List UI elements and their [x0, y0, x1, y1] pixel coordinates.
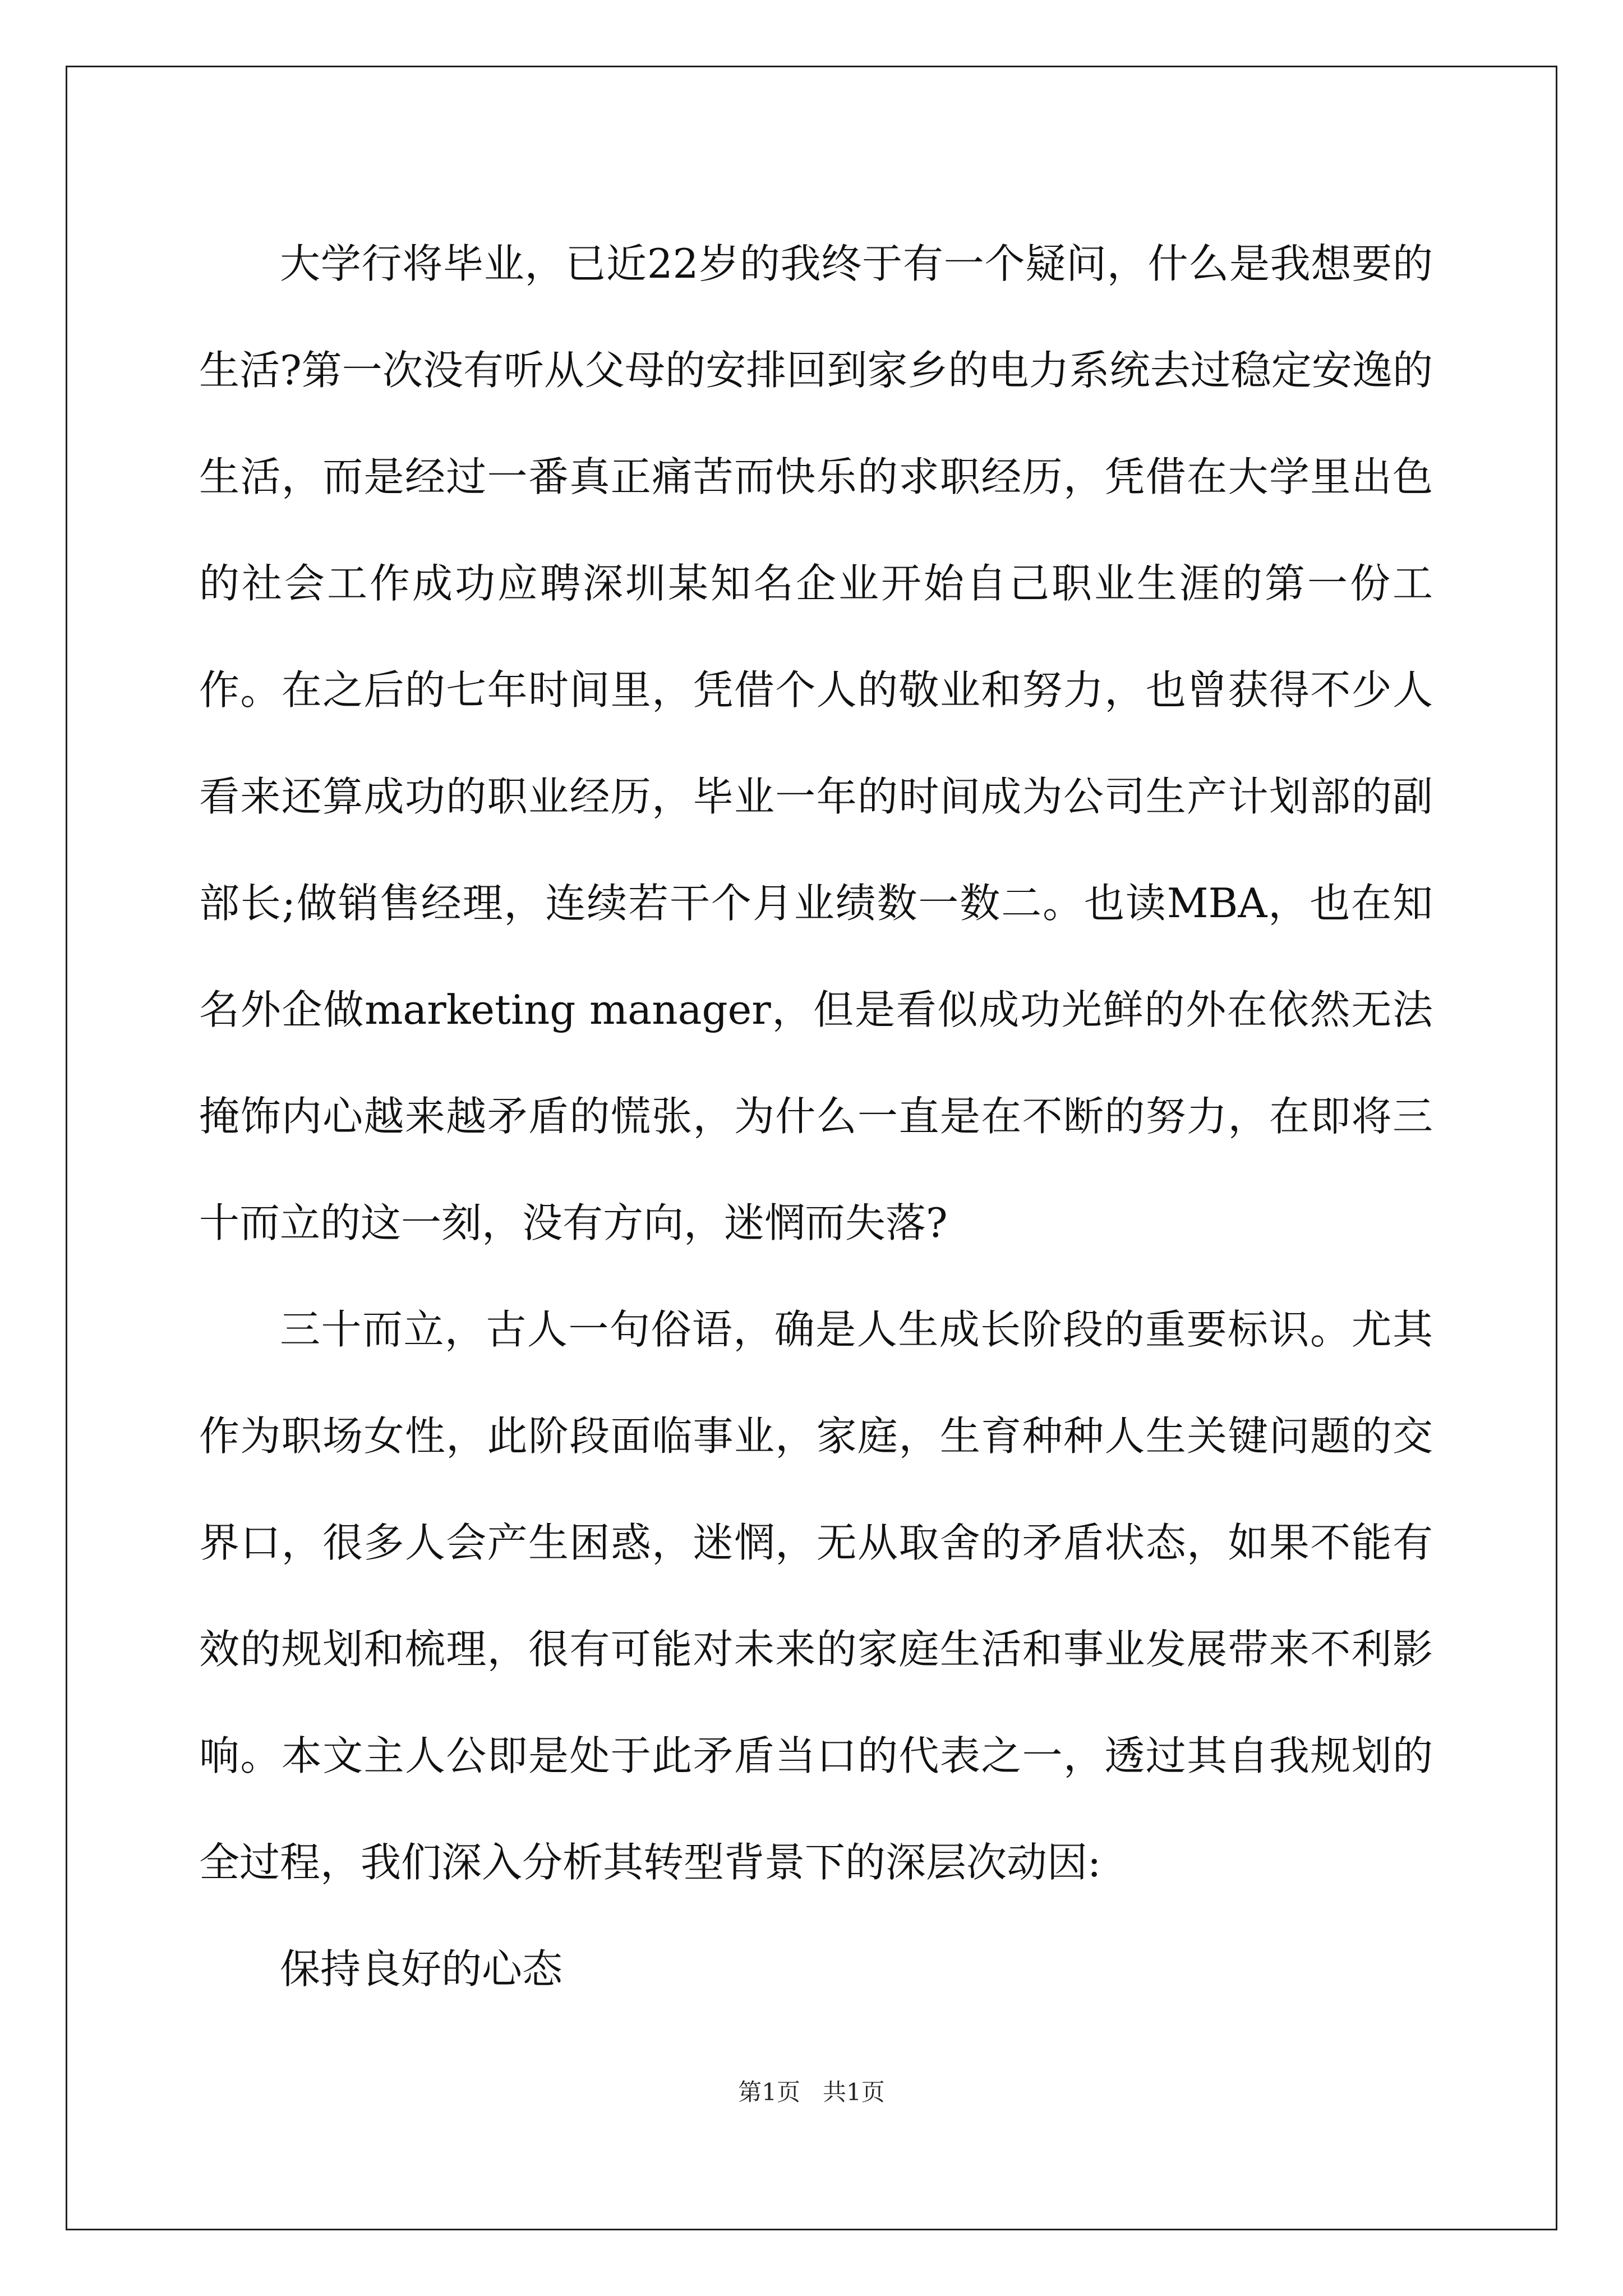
page-total: 共1页 [823, 2078, 885, 2106]
page-footer [0, 2076, 1623, 2109]
paragraph-2: 三十而立，古人一句俗语，确是人生成长阶段的重要标识。尤其作为职场女性，此阶段面临事业，家庭，生育种种人生关键问题的交界口，很多人会产生困惑，迷惘，无从取舍的矛盾状态，如果不能有效的规划和梳理，很有可能对未来的家庭生活和事业发展带来不利影响。本文主人公即是处于此矛盾当口的代表之一，透过其自我规划的全过程，我们深入分析其转型背景下的深层次动因: [199, 1306, 1433, 1886]
page-number: 第1页 [738, 2078, 800, 2106]
paragraph-1: 大学行将毕业，已近22岁的我终于有一个疑问，什么是我想要的生活?第一次没有听从父母的安排回到家乡的电力系统去过稳定安逸的生活，而是经过一番真正痛苦而快乐的求职经历，凭借在大学里出色的社会工作成功应聘深圳某知名企业开始自己职业生涯的第一份工作。在之后的七年时间里，凭借个人的敬业和努力，也曾获得不少人看来还算成功的职业经历，毕业一年的时间成为公司生产计划部的副部长;做销售经理，连续若干个月业绩数一数二。也读MBA，也在知名外企做marketing manager，但是看似成功光鲜的外在依然无法掩饰内心越来越矛盾的慌张，为什么一直是在不断的努力，在即将三十而立的这一刻，没有方向，迷惘而失落? [199, 240, 1433, 1246]
document-body [199, 210, 1433, 2022]
paragraph-3: 保持良好的心态 [280, 1945, 563, 1993]
